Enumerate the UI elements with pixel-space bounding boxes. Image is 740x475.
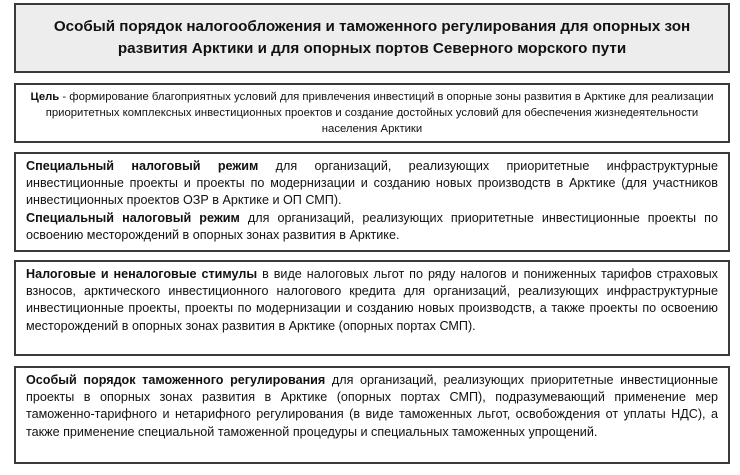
stimuli-label: Налоговые и неналоговые стимулы — [26, 267, 258, 281]
stimuli-box — [14, 260, 730, 356]
tax-regime-label-1: Специальный налоговый режим — [26, 159, 259, 173]
customs-text: для организаций, реализующих приоритетные инвестиционные проекты в опорных зонах развития в Арктике (опорных портах СМП), подразумевающий применение мер таможенно-тарифного и нетарифного регулирования (в виде таможенных льгот, освобождения от уплаты НДС), а также применение специальной таможенной процедуры и специальных таможенных упрощений. — [26, 373, 718, 439]
tax-regime-box — [14, 152, 730, 252]
tax-regime-text-2: для организаций, реализующих приоритетные инвестиционные проекты по освоению месторождений в опорных зонах развития в Арктике. — [26, 210, 718, 242]
page-title: Особый порядок налогообложения и таможенного регулирования для опорных зон развития Арктики и для опорных портов Северного морского пути — [53, 18, 691, 57]
goal-label: Цель — [30, 91, 60, 103]
customs-box — [14, 366, 730, 464]
goal-box — [14, 83, 730, 143]
stimuli-paragraph — [26, 266, 718, 335]
goal-text: - формирование благоприятных условий для привлечения инвестиций в опорные зоны развития в Арктике для реализации приоритетных комплексных инвестиционных проектов и создание достойных условий для обеспечения жизнедеятельности населения Арктики — [45, 91, 714, 136]
tax-regime-label-2: Специальный налоговый режим — [26, 210, 240, 225]
stimuli-text: в виде налоговых льгот по ряду налогов и пониженных тарифов страховых взносов, арктического инвестиционного налогового кредита для организаций, реализующих инфраструктурные инвестиционные проекты, проекты по модернизации и созданию новых производств, а также проекты по освоению месторождений в опорных зонах развития в Арктике (опорных портах СМП). — [26, 267, 718, 333]
tax-regime-item-1 — [26, 158, 718, 210]
tax-regime-text-1: для организаций, реализующих приоритетные инфраструктурные инвестиционные проекты и проекты по модернизации и созданию новых производств в Арктике (для участников инвестиционных проектов ОЗР в Арктике и ОП СМП). — [26, 159, 718, 208]
tax-regime-item-2 — [26, 210, 718, 244]
title-box — [14, 3, 730, 73]
customs-label: Особый порядок таможенного регулирования — [26, 373, 326, 387]
customs-paragraph — [26, 372, 718, 441]
